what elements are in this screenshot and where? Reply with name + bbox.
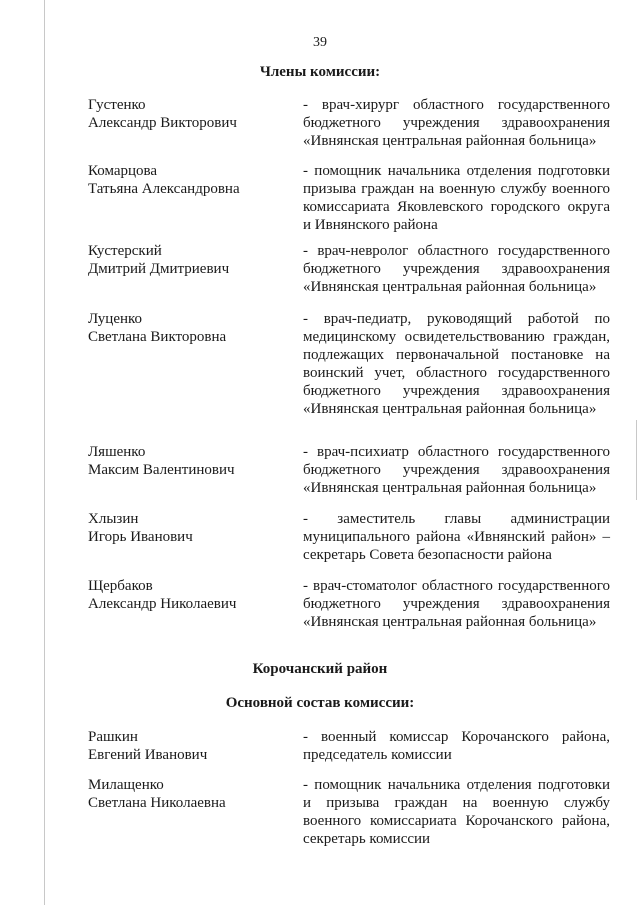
member-given-name: Александр Николаевич xyxy=(88,596,237,612)
member-surname: Комарцова xyxy=(88,163,158,179)
member-name xyxy=(88,162,288,198)
member-role: - помощник начальника отделения подготовки призыва граждан на военную службу военного комиссариата Яковлевского городского округа и Ивнянского района xyxy=(303,163,610,233)
member-name xyxy=(88,310,288,346)
member-role: - военный комиссар Корочанского района, председатель комиссии xyxy=(303,729,610,763)
member-surname: Луценко xyxy=(88,311,143,327)
member-surname: Рашкин xyxy=(88,729,138,745)
member-name xyxy=(88,510,288,546)
member-role: - врач-психиатр областного государственного бюджетного учреждения здравоохранения «Ивнянская центральная районная больница» xyxy=(303,444,610,496)
member-given-name: Светлана Николаевна xyxy=(88,795,226,811)
member-given-name: Дмитрий Дмитриевич xyxy=(88,261,230,277)
member-name xyxy=(88,242,288,278)
scan-edge-line-right xyxy=(636,420,637,500)
member-name xyxy=(88,577,288,613)
district-heading: Корочанский район xyxy=(252,661,388,677)
member-role: - помощник начальника отделения подготовки и призыва граждан на военную службу военного комиссариата Корочанского района, секретарь комиссии xyxy=(303,777,610,847)
member-name xyxy=(88,96,288,132)
member-given-name: Максим Валентинович xyxy=(88,462,235,478)
member-given-name: Александр Викторович xyxy=(88,115,237,131)
member-surname: Густенко xyxy=(88,97,146,113)
member-role: - врач-педиатр, руководящий работой по медицинскому освидетельствованию граждан, подлежащих первоначальной постановке на воинский учет, областного государственного бюджетного учреждения здравоохранения «Ивнянская центральная районная больница» xyxy=(303,311,610,417)
member-given-name: Игорь Иванович xyxy=(88,529,193,545)
page-number: 39 xyxy=(313,35,327,50)
member-name xyxy=(88,776,288,812)
member-surname: Щербаков xyxy=(88,578,153,594)
member-name xyxy=(88,443,288,479)
member-given-name: Светлана Викторовна xyxy=(88,329,227,345)
member-role: - врач-стоматолог областного государственного бюджетного учреждения здравоохранения «Ивнянская центральная районная больница» xyxy=(303,578,610,630)
member-role: - заместитель главы администрации муниципального района «Ивнянский район» – секретарь Совета безопасности района xyxy=(303,511,610,563)
member-role: - врач-хирург областного государственного бюджетного учреждения здравоохранения «Ивнянская центральная районная больница» xyxy=(303,97,610,149)
members-heading: Члены комиссии: xyxy=(259,64,381,80)
scan-edge-line-left xyxy=(44,0,45,905)
member-surname: Ляшенко xyxy=(88,444,146,460)
member-name xyxy=(88,728,288,764)
member-surname: Милащенко xyxy=(88,777,164,793)
member-role: - врач-невролог областного государственного бюджетного учреждения здравоохранения «Ивнянская центральная районная больница» xyxy=(303,243,610,295)
member-surname: Кустерский xyxy=(88,243,162,259)
member-given-name: Евгений Иванович xyxy=(88,747,208,763)
member-given-name: Татьяна Александровна xyxy=(88,181,240,197)
member-surname: Хлызин xyxy=(88,511,139,527)
main-composition-heading: Основной состав комиссии: xyxy=(225,695,415,711)
